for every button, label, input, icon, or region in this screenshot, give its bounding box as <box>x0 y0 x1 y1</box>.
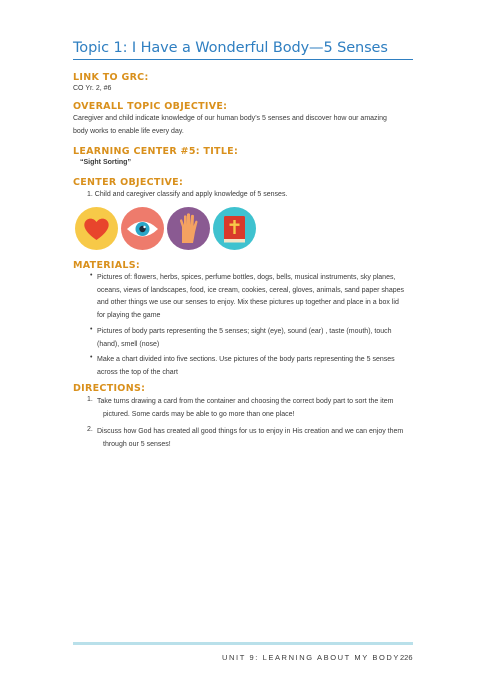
bible-icon <box>213 207 256 250</box>
bullet-marker: • <box>90 354 93 361</box>
learning-center-title: “Sight Sorting” <box>80 159 131 166</box>
center-objective-heading: CENTER OBJECTIVE: <box>73 177 184 188</box>
eye-icon <box>121 207 164 250</box>
center-objective-item: 1. Child and caregiver classify and apply knowledge of 5 senses. <box>87 191 288 198</box>
bullet-marker: • <box>90 272 93 279</box>
direction-item-1: Take turns drawing a card from the container and choosing the correct body part to sort the item pictured. Some cards may be able to go more than one place! <box>97 398 394 418</box>
materials-item-3: Make a chart divided into five sections. Use pictures of the body parts representing the 5 senses across the top of the chart <box>97 356 395 376</box>
link-text: CO Yr. 2, #6 <box>73 85 112 92</box>
page-number: 226 <box>400 653 413 662</box>
materials-heading: MATERIALS: <box>73 260 140 271</box>
footer-unit-title: UNIT 9: LEARNING ABOUT MY BODY <box>222 653 401 662</box>
materials-item-2: Pictures of body parts representing the 5 senses; sight (eye), sound (ear) , taste (mouth), touch (hand), smell (nose) <box>97 328 392 348</box>
direction-number: 2. <box>87 426 93 433</box>
footer-rule <box>73 642 413 645</box>
heart-icon <box>75 207 118 250</box>
learning-center-heading: LEARNING CENTER #5: TITLE: <box>73 146 239 157</box>
direction-number: 1. <box>87 396 93 403</box>
objective-heading: OVERALL TOPIC OBJECTIVE: <box>73 101 228 112</box>
sense-icons-row <box>75 207 265 252</box>
objective-line-2: body works to enable life every day. <box>73 127 184 135</box>
page-title: Topic 1: I Have a Wonderful Body—5 Senses <box>73 40 388 56</box>
title-underline <box>73 59 413 60</box>
link-heading: LINK TO GRC: <box>73 72 149 83</box>
objective-line-1: Caregiver and child indicate knowledge of our human body’s 5 senses and discover how our amazing <box>73 115 387 122</box>
direction-item-2: Discuss how God has created all good things for us to enjoy in His creation and we can enjoy them through our 5 senses! <box>97 428 404 448</box>
materials-item-1: Pictures of: flowers, herbs, spices, perfume bottles, dogs, bells, musical instruments, sky planes, oceans, views of landscapes, food, ice cream, cookies, cereal, gloves, animals, sand paper shapes and other things we use our senses to enjoy. Mix these pictures up together and place in a box lid for playing the game <box>97 274 404 319</box>
bullet-marker: • <box>90 326 93 333</box>
hand-icon <box>167 207 210 250</box>
directions-heading: DIRECTIONS: <box>73 383 146 394</box>
